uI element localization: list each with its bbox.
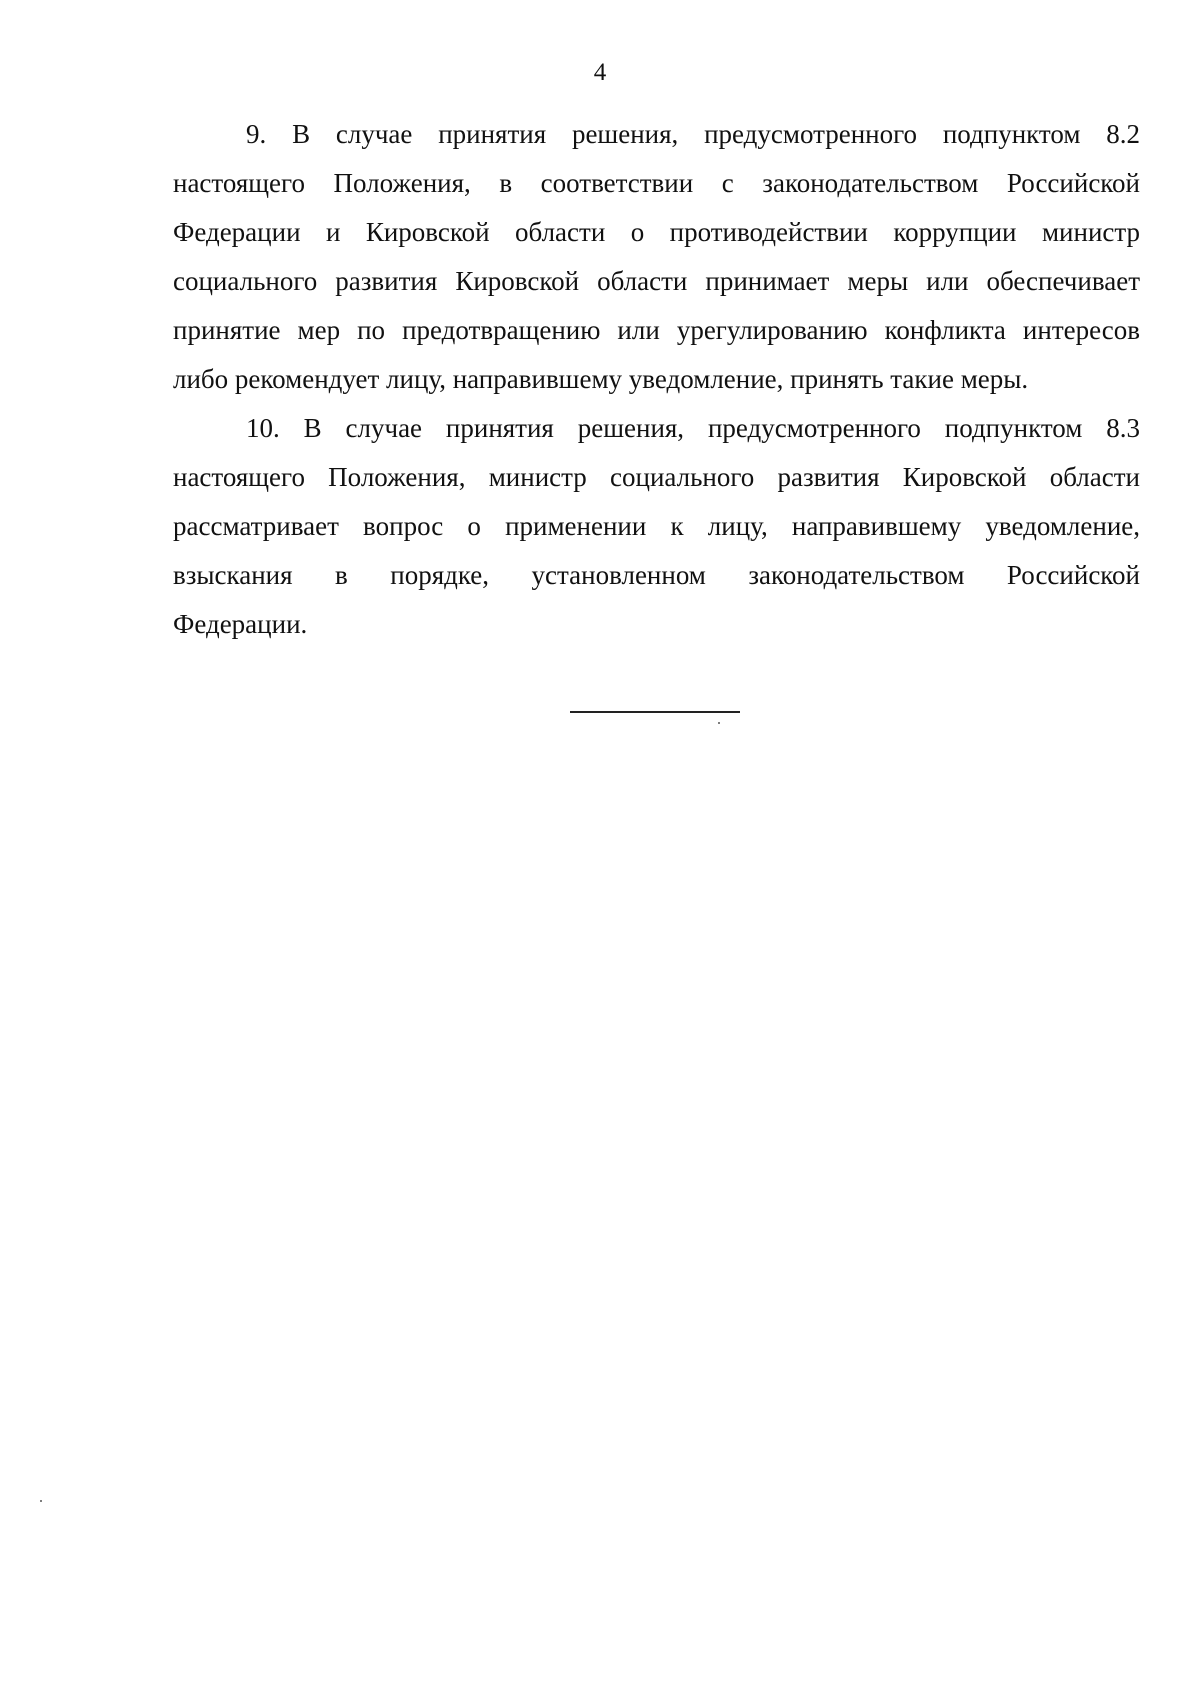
scan-speck [718, 722, 720, 724]
paragraph-line: Федерации. [173, 609, 308, 639]
paragraph-line: социального развития Кировской области принимает меры или обеспечивает [173, 266, 1140, 296]
paragraph-line: 10. В случае принятия решения, предусмотренного подпунктом 8.3 [246, 413, 1140, 443]
paragraph-line: 9. В случае принятия решения, предусмотренного подпунктом 8.2 [246, 119, 1140, 149]
paragraph-line: принятие мер по предотвращению или урегулированию конфликта интересов [173, 315, 1140, 345]
scan-speck [40, 1500, 42, 1502]
paragraph-line: настоящего Положения, в соответствии с законодательством Российской [173, 168, 1140, 198]
paragraph-line: либо рекомендует лицу, направившему уведомление, принять такие меры. [173, 364, 1029, 394]
paragraph-9 [173, 110, 1140, 404]
document-body [173, 110, 1140, 649]
paragraph-line: рассматривает вопрос о применении к лицу, направившему уведомление, [173, 511, 1140, 541]
paragraph-line: взыскания в порядке, установленном законодательством Российской [173, 560, 1140, 590]
paragraph-line: Федерации и Кировской области о противодействии коррупции министр [173, 217, 1140, 247]
paragraph-line: настоящего Положения, министр социального развития Кировской области [173, 462, 1140, 492]
page-number: 4 [593, 59, 607, 86]
end-of-document-rule [570, 711, 740, 713]
paragraph-10 [173, 404, 1140, 649]
